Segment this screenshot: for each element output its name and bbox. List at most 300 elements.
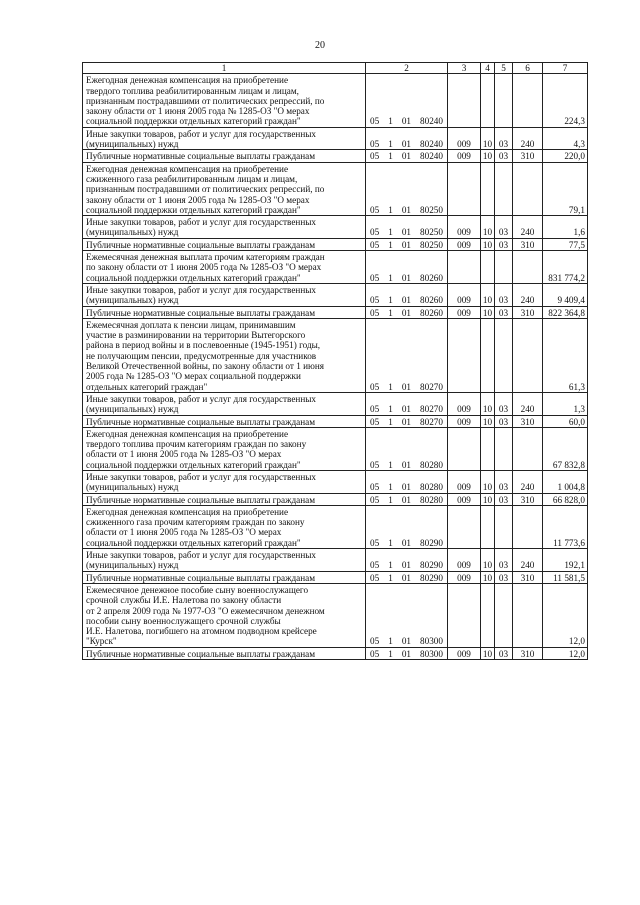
code-part: 05 [370, 272, 380, 283]
row-c4: 10 [481, 238, 495, 250]
table-row [83, 162, 588, 215]
table-row [83, 415, 588, 427]
row-c4 [481, 427, 495, 470]
description-line: (муниципальных) нужд [86, 404, 179, 415]
row-c6: 310 [513, 493, 543, 505]
row-c4: 10 [481, 493, 495, 505]
row-c7: 220,0 [543, 150, 588, 162]
row-c3: 009 [448, 470, 481, 493]
row-c5: 03 [495, 238, 513, 250]
row-code [366, 318, 448, 392]
header-col-6: 6 [513, 63, 543, 74]
row-description [83, 392, 366, 415]
description-line: (муниципальных) нужд [86, 560, 179, 571]
row-c7: 1,3 [543, 392, 588, 415]
row-c7: 79,1 [543, 162, 588, 215]
row-c7: 60,0 [543, 415, 588, 427]
table-row [83, 647, 588, 659]
row-description [83, 571, 366, 583]
code-part: 80260 [420, 272, 443, 283]
code-part: 1 [388, 239, 393, 250]
row-code [366, 470, 448, 493]
row-code [366, 647, 448, 659]
row-c3 [448, 162, 481, 215]
row-description [83, 505, 366, 548]
row-c4: 10 [481, 150, 495, 162]
row-c6: 310 [513, 415, 543, 427]
code-part: 05 [370, 239, 380, 250]
code-part: 80240 [420, 116, 443, 127]
row-c3 [448, 251, 481, 284]
row-c6 [513, 583, 543, 647]
row-c7: 61,3 [543, 318, 588, 392]
code-part: 80270 [420, 416, 443, 427]
row-c4 [481, 74, 495, 127]
row-c5: 03 [495, 127, 513, 150]
code-part: 01 [401, 227, 411, 238]
row-c7: 67 832,8 [543, 427, 588, 470]
code-part: 01 [401, 416, 411, 427]
code-part: 01 [401, 636, 411, 647]
code-part: 80300 [420, 648, 443, 659]
code-part: 80280 [420, 459, 443, 470]
code-part: 01 [401, 151, 411, 162]
row-c4: 10 [481, 306, 495, 318]
row-code [366, 306, 448, 318]
row-c4: 10 [481, 392, 495, 415]
row-c6: 310 [513, 238, 543, 250]
code-part: 1 [388, 204, 393, 215]
row-description [83, 583, 366, 647]
code-part: 1 [388, 227, 393, 238]
row-code [366, 150, 448, 162]
description-line: Ежемесячное денежное пособие сыну военнослужащего [86, 584, 309, 595]
code-part: 1 [388, 151, 393, 162]
row-c4 [481, 505, 495, 548]
description-line: Публичные нормативные социальные выплаты гражданам [86, 239, 316, 250]
row-c7: 12,0 [543, 583, 588, 647]
description-line: участие в разминировании на территории Вытегорского [86, 330, 306, 341]
row-c6: 240 [513, 549, 543, 572]
row-c4: 10 [481, 647, 495, 659]
row-c6: 240 [513, 470, 543, 493]
row-c5: 03 [495, 647, 513, 659]
table-row [83, 571, 588, 583]
description-line: социальной поддержки отдельных категорий граждан" [86, 272, 301, 283]
row-c3: 009 [448, 127, 481, 150]
code-part: 1 [388, 482, 393, 493]
header-col-5: 5 [495, 63, 513, 74]
code-part: 01 [401, 537, 411, 548]
header-col-4: 4 [481, 63, 495, 74]
row-description [83, 470, 366, 493]
row-c3: 009 [448, 647, 481, 659]
row-c7: 66 828,0 [543, 493, 588, 505]
description-line: социальной поддержки отдельных категорий граждан" [86, 116, 301, 127]
row-c5: 03 [495, 306, 513, 318]
row-c4: 10 [481, 470, 495, 493]
description-line: (муниципальных) нужд [86, 227, 179, 238]
code-part: 05 [370, 227, 380, 238]
code-part: 05 [370, 537, 380, 548]
description-line: социальной поддержки отдельных категорий граждан" [86, 537, 301, 548]
code-part: 01 [401, 116, 411, 127]
row-c6: 310 [513, 571, 543, 583]
row-code [366, 427, 448, 470]
row-c5 [495, 583, 513, 647]
code-part: 80240 [420, 151, 443, 162]
description-line: твердого топлива реабилитированным лицам и лицам, [86, 85, 299, 96]
description-line: Ежегодная денежная компенсация на приобретение [86, 75, 289, 86]
row-c6: 240 [513, 283, 543, 306]
header-row [83, 63, 588, 74]
code-part: 80270 [420, 404, 443, 415]
code-part: 80250 [420, 204, 443, 215]
code-part: 01 [401, 572, 411, 583]
row-c3 [448, 427, 481, 470]
code-part: 1 [388, 537, 393, 548]
code-part: 80250 [420, 239, 443, 250]
row-c5 [495, 427, 513, 470]
code-part: 05 [370, 295, 380, 306]
code-part: 01 [401, 139, 411, 150]
table-row [83, 238, 588, 250]
code-part: 05 [370, 572, 380, 583]
code-part: 01 [401, 204, 411, 215]
row-c5 [495, 162, 513, 215]
code-part: 05 [370, 404, 380, 415]
row-c7: 831 774,2 [543, 251, 588, 284]
description-line: области от 1 июня 2005 года № 1285-ОЗ "О мерах [86, 449, 282, 460]
description-line: 2005 года № 1285-ОЗ "О мерах социальной поддержки [86, 371, 301, 382]
code-part: 05 [370, 116, 380, 127]
row-code [366, 493, 448, 505]
row-c7: 9 409,4 [543, 283, 588, 306]
description-line: Публичные нормативные социальные выплаты гражданам [86, 151, 316, 162]
row-c3: 009 [448, 415, 481, 427]
description-line: Иные закупки товаров, работ и услуг для государственных [86, 393, 317, 404]
row-description [83, 549, 366, 572]
description-line: И.Е. Налетова, погибшего на атомном подводном крейсере [86, 626, 317, 637]
code-part: 05 [370, 307, 380, 318]
row-c5: 03 [495, 571, 513, 583]
table-row [83, 150, 588, 162]
code-part: 05 [370, 151, 380, 162]
row-c4: 10 [481, 415, 495, 427]
row-c7: 1,6 [543, 216, 588, 239]
row-code [366, 162, 448, 215]
table-row [83, 283, 588, 306]
row-code [366, 571, 448, 583]
row-c3: 009 [448, 493, 481, 505]
row-code [366, 549, 448, 572]
table-row [83, 505, 588, 548]
row-c5: 03 [495, 216, 513, 239]
row-code [366, 583, 448, 647]
description-line: социальной поддержки отдельных категорий граждан" [86, 459, 301, 470]
row-c4: 10 [481, 571, 495, 583]
code-part: 05 [370, 381, 380, 392]
row-c5 [495, 74, 513, 127]
row-description [83, 318, 366, 392]
description-line: (муниципальных) нужд [86, 482, 179, 493]
row-description [83, 427, 366, 470]
description-line: Публичные нормативные социальные выплаты гражданам [86, 307, 316, 318]
row-c5 [495, 318, 513, 392]
code-part: 80280 [420, 494, 443, 505]
code-part: 01 [401, 272, 411, 283]
row-c5: 03 [495, 415, 513, 427]
row-c6 [513, 74, 543, 127]
row-c3 [448, 318, 481, 392]
code-part: 05 [370, 560, 380, 571]
code-part: 1 [388, 648, 393, 659]
row-c7: 12,0 [543, 647, 588, 659]
code-part: 80300 [420, 636, 443, 647]
row-c3: 009 [448, 392, 481, 415]
table-row [83, 306, 588, 318]
row-c6: 310 [513, 150, 543, 162]
row-c3: 009 [448, 283, 481, 306]
code-part: 05 [370, 482, 380, 493]
code-part: 80290 [420, 537, 443, 548]
description-line: Иные закупки товаров, работ и услуг для государственных [86, 217, 317, 228]
code-part: 05 [370, 636, 380, 647]
table-row [83, 583, 588, 647]
code-part: 05 [370, 494, 380, 505]
code-part: 05 [370, 459, 380, 470]
row-c7: 822 364,8 [543, 306, 588, 318]
row-c5: 03 [495, 470, 513, 493]
description-line: закону области от 1 июня 2005 года № 1285-ОЗ "О мерах [86, 106, 310, 117]
row-c3 [448, 505, 481, 548]
row-c7: 11 581,5 [543, 571, 588, 583]
code-part: 1 [388, 295, 393, 306]
row-c3: 009 [448, 549, 481, 572]
description-line: пособии сыну военнослужащего срочной службы [86, 615, 281, 626]
code-part: 05 [370, 648, 380, 659]
row-description [83, 493, 366, 505]
row-code [366, 127, 448, 150]
row-c6: 240 [513, 127, 543, 150]
description-line: не получающим пенсии, предусмотренные для участников [86, 350, 317, 361]
row-description [83, 162, 366, 215]
code-part: 01 [401, 494, 411, 505]
code-part: 01 [401, 482, 411, 493]
code-part: 01 [401, 459, 411, 470]
code-part: 80240 [420, 139, 443, 150]
row-c5: 03 [495, 493, 513, 505]
code-part: 80260 [420, 307, 443, 318]
row-description [83, 238, 366, 250]
description-line: области от 1 июня 2005 года № 1285-ОЗ "О мерах [86, 527, 282, 538]
row-code [366, 74, 448, 127]
row-c3: 009 [448, 150, 481, 162]
page-number: 20 [315, 40, 325, 51]
description-line: Публичные нормативные социальные выплаты гражданам [86, 416, 316, 427]
row-description [83, 647, 366, 659]
code-part: 80260 [420, 295, 443, 306]
row-c6: 310 [513, 647, 543, 659]
row-c6: 240 [513, 216, 543, 239]
description-line: Иные закупки товаров, работ и услуг для государственных [86, 128, 317, 139]
code-part: 1 [388, 636, 393, 647]
row-c4: 10 [481, 127, 495, 150]
row-c6 [513, 162, 543, 215]
code-part: 80280 [420, 482, 443, 493]
code-part: 1 [388, 416, 393, 427]
row-description [83, 306, 366, 318]
header-col-2: 2 [366, 63, 448, 74]
row-c3: 009 [448, 571, 481, 583]
table-row [83, 74, 588, 127]
code-part: 01 [401, 295, 411, 306]
row-description [83, 283, 366, 306]
description-line: Ежегодная денежная компенсация на приобретение [86, 163, 289, 174]
row-description [83, 415, 366, 427]
table-row [83, 427, 588, 470]
code-part: 01 [401, 381, 411, 392]
row-c6 [513, 505, 543, 548]
row-c5 [495, 505, 513, 548]
description-line: Иные закупки товаров, работ и услуг для государственных [86, 471, 317, 482]
code-part: 05 [370, 139, 380, 150]
row-c7: 4,3 [543, 127, 588, 150]
code-part: 1 [388, 494, 393, 505]
description-line: от 2 апреля 2009 года № 1977-ОЗ "О ежемесячном денежном [86, 605, 325, 616]
row-c5: 03 [495, 150, 513, 162]
table-row [83, 251, 588, 284]
table-row [83, 127, 588, 150]
row-code [366, 392, 448, 415]
code-part: 01 [401, 404, 411, 415]
header-col-1: 1 [83, 63, 366, 74]
row-c6: 310 [513, 306, 543, 318]
code-part: 80290 [420, 560, 443, 571]
code-part: 05 [370, 204, 380, 215]
row-description [83, 251, 366, 284]
code-part: 1 [388, 404, 393, 415]
row-c5: 03 [495, 549, 513, 572]
description-line: (муниципальных) нужд [86, 295, 179, 306]
row-c3 [448, 74, 481, 127]
row-c6 [513, 427, 543, 470]
description-line: Публичные нормативные социальные выплаты гражданам [86, 648, 316, 659]
code-part: 1 [388, 139, 393, 150]
description-line: Иные закупки товаров, работ и услуг для государственных [86, 284, 317, 295]
description-line: твердого топлива прочим категориям граждан по закону [86, 439, 307, 450]
row-code [366, 283, 448, 306]
row-description [83, 216, 366, 239]
row-c3: 009 [448, 238, 481, 250]
description-line: Ежемесячная доплата к пенсии лицам, принимавшим [86, 319, 296, 330]
table-row [83, 392, 588, 415]
description-line: Публичные нормативные социальные выплаты гражданам [86, 572, 316, 583]
row-c3: 009 [448, 216, 481, 239]
row-c5 [495, 251, 513, 284]
row-c7: 192,1 [543, 549, 588, 572]
code-part: 01 [401, 648, 411, 659]
row-c7: 1 004,8 [543, 470, 588, 493]
row-description [83, 150, 366, 162]
code-part: 1 [388, 307, 393, 318]
code-part: 1 [388, 459, 393, 470]
header-col-7: 7 [543, 63, 588, 74]
description-line: срочной службы И.Е. Налетова по закону области [86, 595, 282, 606]
row-c4 [481, 251, 495, 284]
description-line: сжиженного газа прочим категориям граждан по закону [86, 517, 305, 528]
row-description [83, 127, 366, 150]
row-c7: 224,3 [543, 74, 588, 127]
row-description [83, 74, 366, 127]
code-part: 80250 [420, 227, 443, 238]
row-c5: 03 [495, 283, 513, 306]
row-c3: 009 [448, 306, 481, 318]
row-c4: 10 [481, 549, 495, 572]
row-c4: 10 [481, 283, 495, 306]
row-c4 [481, 318, 495, 392]
row-code [366, 415, 448, 427]
table-row [83, 318, 588, 392]
description-line: Ежегодная денежная компенсация на приобретение [86, 428, 289, 439]
table-row [83, 470, 588, 493]
code-part: 01 [401, 307, 411, 318]
row-c6 [513, 318, 543, 392]
description-line: по закону области от 1 июня 2005 года № 1285-ОЗ "О мерах [86, 262, 322, 273]
code-part: 01 [401, 239, 411, 250]
row-c6: 240 [513, 392, 543, 415]
header-col-3: 3 [448, 63, 481, 74]
description-line: сжиженного газа реабилитированным лицам и лицам, [86, 173, 298, 184]
table-body [83, 74, 588, 660]
table-row [83, 493, 588, 505]
description-line: признанным пострадавшими от политических репрессий, по [86, 95, 325, 106]
description-line: социальной поддержки отдельных категорий граждан" [86, 204, 301, 215]
description-line: Иные закупки товаров, работ и услуг для государственных [86, 550, 317, 561]
code-part: 1 [388, 272, 393, 283]
code-part: 1 [388, 381, 393, 392]
row-code [366, 238, 448, 250]
description-line: закону области от 1 июня 2005 года № 1285-ОЗ "О мерах [86, 194, 310, 205]
code-part: 80290 [420, 572, 443, 583]
code-part: 05 [370, 416, 380, 427]
code-part: 1 [388, 560, 393, 571]
code-part: 01 [401, 560, 411, 571]
code-part: 1 [388, 116, 393, 127]
code-part: 80270 [420, 381, 443, 392]
table-row [83, 549, 588, 572]
row-c6 [513, 251, 543, 284]
row-code [366, 505, 448, 548]
row-c5: 03 [495, 392, 513, 415]
row-c4: 10 [481, 216, 495, 239]
table-row [83, 216, 588, 239]
row-c7: 11 773,6 [543, 505, 588, 548]
row-code [366, 216, 448, 239]
description-line: (муниципальных) нужд [86, 139, 179, 150]
description-line: Публичные нормативные социальные выплаты гражданам [86, 494, 316, 505]
budget-table [82, 62, 588, 660]
description-line: "Курск" [86, 636, 117, 647]
description-line: Ежемесячная денежная выплата прочим категориям граждан [86, 252, 325, 263]
row-c4 [481, 162, 495, 215]
row-c4 [481, 583, 495, 647]
description-line: Ежегодная денежная компенсация на приобретение [86, 506, 289, 517]
description-line: Великой Отечественной войны, по закону области от 1 июня [86, 361, 325, 372]
row-c7: 77,5 [543, 238, 588, 250]
description-line: отдельных категорий граждан" [86, 381, 208, 392]
code-part: 1 [388, 572, 393, 583]
